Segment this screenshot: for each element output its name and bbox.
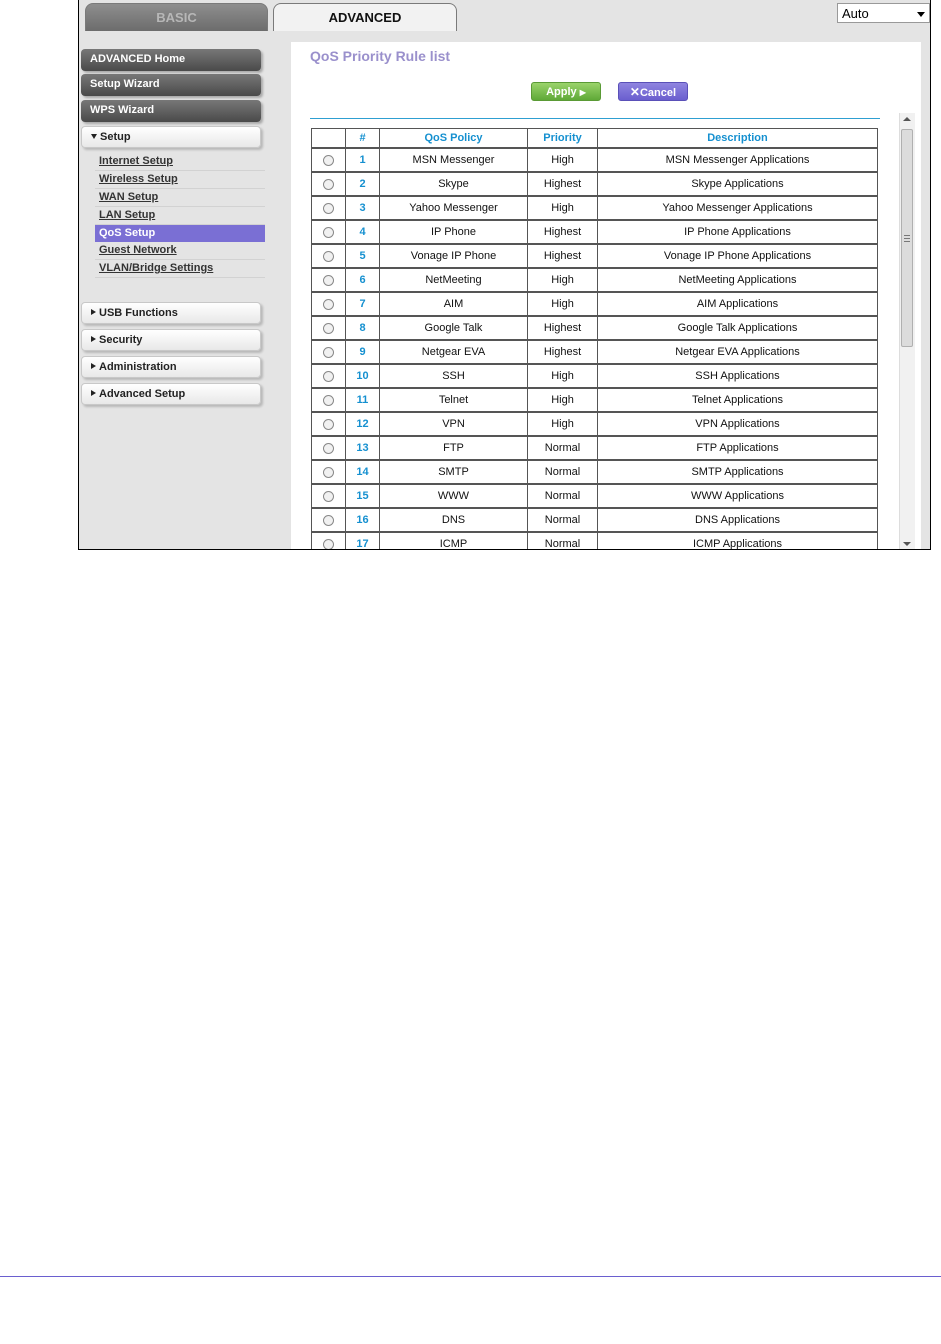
radio-button[interactable]	[323, 299, 334, 310]
triangle-right-icon	[91, 390, 96, 396]
scroll-up-icon[interactable]	[903, 117, 911, 121]
row-priority: Normal	[528, 460, 598, 484]
row-number: 10	[346, 364, 380, 388]
row-policy: Telnet	[380, 388, 528, 412]
row-description: Skype Applications	[598, 172, 878, 196]
table-row[interactable]	[312, 316, 878, 340]
submenu-vlan-bridge-settings[interactable]: VLAN/Bridge Settings	[95, 260, 265, 278]
language-select-value: Auto	[842, 6, 869, 21]
nav-security-label: Security	[99, 334, 143, 346]
row-policy: VPN	[380, 412, 528, 436]
submenu-guest-network[interactable]: Guest Network	[95, 242, 265, 260]
radio-button[interactable]	[323, 443, 334, 454]
row-priority: High	[528, 412, 598, 436]
row-policy: NetMeeting	[380, 268, 528, 292]
tab-advanced[interactable]: ADVANCED	[273, 3, 457, 31]
row-number: 14	[346, 460, 380, 484]
radio-button[interactable]	[323, 347, 334, 358]
radio-button[interactable]	[323, 515, 334, 526]
radio-button[interactable]	[323, 467, 334, 478]
divider	[310, 118, 880, 119]
table-row[interactable]	[312, 460, 878, 484]
router-admin-window	[78, 0, 931, 550]
table-row[interactable]	[312, 484, 878, 508]
row-select[interactable]	[312, 220, 346, 244]
row-number: 7	[346, 292, 380, 316]
row-description: AIM Applications	[598, 292, 878, 316]
submenu-wan-setup[interactable]: WAN Setup	[95, 189, 265, 207]
header-qos-policy: QoS Policy	[380, 129, 528, 149]
row-number: 15	[346, 484, 380, 508]
radio-button[interactable]	[323, 227, 334, 238]
nav-setup-wizard[interactable]: Setup Wizard	[81, 74, 261, 96]
cancel-button-label: Cancel	[639, 87, 677, 99]
row-priority: Normal	[528, 436, 598, 460]
table-row[interactable]	[312, 364, 878, 388]
scrollbar-thumb[interactable]	[901, 129, 913, 347]
row-select[interactable]	[312, 196, 346, 220]
radio-button[interactable]	[323, 251, 334, 262]
row-select[interactable]	[312, 292, 346, 316]
row-priority: High	[528, 364, 598, 388]
table-row[interactable]	[312, 508, 878, 532]
header-number: #	[346, 129, 380, 149]
row-description: Telnet Applications	[598, 388, 878, 412]
row-policy: FTP	[380, 436, 528, 460]
row-priority: High	[528, 292, 598, 316]
row-number: 16	[346, 508, 380, 532]
radio-button[interactable]	[323, 275, 334, 286]
header-select	[312, 129, 346, 149]
page-title: QoS Priority Rule list	[310, 48, 451, 64]
row-policy: ICMP	[380, 532, 528, 550]
tab-basic[interactable]: BASIC	[85, 3, 268, 31]
table-row[interactable]	[312, 412, 878, 436]
table-row[interactable]	[312, 196, 878, 220]
table-row[interactable]	[312, 172, 878, 196]
scrollbar[interactable]	[899, 113, 915, 550]
row-description: NetMeeting Applications	[598, 268, 878, 292]
submenu-lan-setup[interactable]: LAN Setup	[95, 207, 265, 225]
radio-button[interactable]	[323, 419, 334, 430]
row-select[interactable]	[312, 172, 346, 196]
row-priority: Normal	[528, 508, 598, 532]
row-priority: Highest	[528, 316, 598, 340]
row-select[interactable]	[312, 532, 346, 550]
table-row[interactable]	[312, 220, 878, 244]
row-priority: Highest	[528, 340, 598, 364]
nav-usb-functions[interactable]	[81, 302, 261, 324]
radio-button[interactable]	[323, 395, 334, 406]
row-priority: Normal	[528, 484, 598, 508]
qos-rule-table	[311, 128, 878, 550]
radio-button[interactable]	[323, 203, 334, 214]
row-policy: MSN Messenger	[380, 148, 528, 172]
radio-button[interactable]	[323, 491, 334, 502]
row-priority: Highest	[528, 172, 598, 196]
row-policy: DNS	[380, 508, 528, 532]
row-policy: Yahoo Messenger	[380, 196, 528, 220]
header-description: Description	[598, 129, 878, 149]
row-number: 12	[346, 412, 380, 436]
nav-setup-label: Setup	[100, 131, 131, 143]
nav-advanced-setup-label: Advanced Setup	[99, 388, 186, 400]
apply-button-label: Apply	[546, 86, 577, 98]
row-policy: Netgear EVA	[380, 340, 528, 364]
table-row[interactable]	[312, 436, 878, 460]
row-number: 13	[346, 436, 380, 460]
apply-button[interactable]	[531, 82, 601, 101]
row-policy: SSH	[380, 364, 528, 388]
submenu-wireless-setup[interactable]: Wireless Setup	[95, 171, 265, 189]
table-row[interactable]	[312, 340, 878, 364]
nav-advanced-home[interactable]: ADVANCED Home	[81, 49, 261, 71]
row-priority: High	[528, 148, 598, 172]
row-description: ICMP Applications	[598, 532, 878, 550]
row-policy: Vonage IP Phone	[380, 244, 528, 268]
row-description: Vonage IP Phone Applications	[598, 244, 878, 268]
row-description: Google Talk Applications	[598, 316, 878, 340]
radio-button[interactable]	[323, 323, 334, 334]
nav-wps-wizard[interactable]: WPS Wizard	[81, 100, 261, 122]
header-priority: Priority	[528, 129, 598, 149]
row-priority: High	[528, 268, 598, 292]
row-description: Netgear EVA Applications	[598, 340, 878, 364]
radio-button[interactable]	[323, 179, 334, 190]
row-select[interactable]	[312, 508, 346, 532]
triangle-down-icon	[91, 134, 97, 139]
play-arrow-icon: ▶	[579, 88, 586, 97]
triangle-right-icon	[91, 309, 96, 315]
row-description: WWW Applications	[598, 484, 878, 508]
row-select[interactable]	[312, 412, 346, 436]
nav-usb-functions-label: USB Functions	[99, 307, 178, 319]
row-select[interactable]	[312, 460, 346, 484]
table-header-row	[312, 129, 878, 149]
row-number: 3	[346, 196, 380, 220]
row-select[interactable]	[312, 244, 346, 268]
table-row[interactable]	[312, 388, 878, 412]
row-number: 11	[346, 388, 380, 412]
radio-button[interactable]	[323, 155, 334, 166]
chevron-down-icon	[917, 12, 925, 17]
row-description: SSH Applications	[598, 364, 878, 388]
row-priority: High	[528, 196, 598, 220]
row-number: 1	[346, 148, 380, 172]
radio-button[interactable]	[323, 371, 334, 382]
scroll-down-icon[interactable]	[903, 542, 911, 546]
row-description: IP Phone Applications	[598, 220, 878, 244]
row-select[interactable]	[312, 340, 346, 364]
row-priority: Normal	[528, 532, 598, 550]
row-number: 2	[346, 172, 380, 196]
row-description: MSN Messenger Applications	[598, 148, 878, 172]
row-policy: Google Talk	[380, 316, 528, 340]
nav-setup[interactable]	[81, 126, 261, 148]
triangle-right-icon	[91, 363, 96, 369]
page-footer-rule	[0, 1276, 941, 1277]
row-number: 8	[346, 316, 380, 340]
row-policy: Skype	[380, 172, 528, 196]
row-number: 9	[346, 340, 380, 364]
grip-icon	[904, 235, 910, 242]
row-number: 5	[346, 244, 380, 268]
submenu-internet-setup[interactable]: Internet Setup	[95, 153, 265, 171]
main-panel	[291, 42, 921, 550]
table-row[interactable]	[312, 268, 878, 292]
triangle-right-icon	[91, 336, 96, 342]
row-select[interactable]	[312, 364, 346, 388]
nav-advanced-setup[interactable]	[81, 383, 261, 405]
row-select[interactable]	[312, 436, 346, 460]
row-select[interactable]	[312, 484, 346, 508]
row-number: 4	[346, 220, 380, 244]
submenu-qos-setup[interactable]: QoS Setup	[95, 225, 265, 242]
table-row[interactable]	[312, 292, 878, 316]
row-policy: WWW	[380, 484, 528, 508]
close-icon: ✕	[629, 85, 640, 99]
nav-security[interactable]	[81, 329, 261, 351]
row-number: 6	[346, 268, 380, 292]
row-policy: IP Phone	[380, 220, 528, 244]
cancel-button[interactable]	[618, 82, 688, 101]
language-select[interactable]	[837, 3, 930, 23]
nav-administration-label: Administration	[99, 361, 177, 373]
setup-submenu	[95, 153, 265, 278]
table-row[interactable]	[312, 244, 878, 268]
row-select[interactable]	[312, 148, 346, 172]
row-priority: High	[528, 388, 598, 412]
row-priority: Highest	[528, 244, 598, 268]
row-select[interactable]	[312, 268, 346, 292]
table-row[interactable]	[312, 532, 878, 550]
row-policy: SMTP	[380, 460, 528, 484]
row-number: 17	[346, 532, 380, 550]
row-priority: Highest	[528, 220, 598, 244]
radio-button[interactable]	[323, 539, 334, 550]
row-select[interactable]	[312, 316, 346, 340]
row-description: FTP Applications	[598, 436, 878, 460]
row-description: DNS Applications	[598, 508, 878, 532]
row-policy: AIM	[380, 292, 528, 316]
nav-administration[interactable]	[81, 356, 261, 378]
table-row[interactable]	[312, 148, 878, 172]
row-select[interactable]	[312, 388, 346, 412]
row-description: Yahoo Messenger Applications	[598, 196, 878, 220]
row-description: VPN Applications	[598, 412, 878, 436]
row-description: SMTP Applications	[598, 460, 878, 484]
